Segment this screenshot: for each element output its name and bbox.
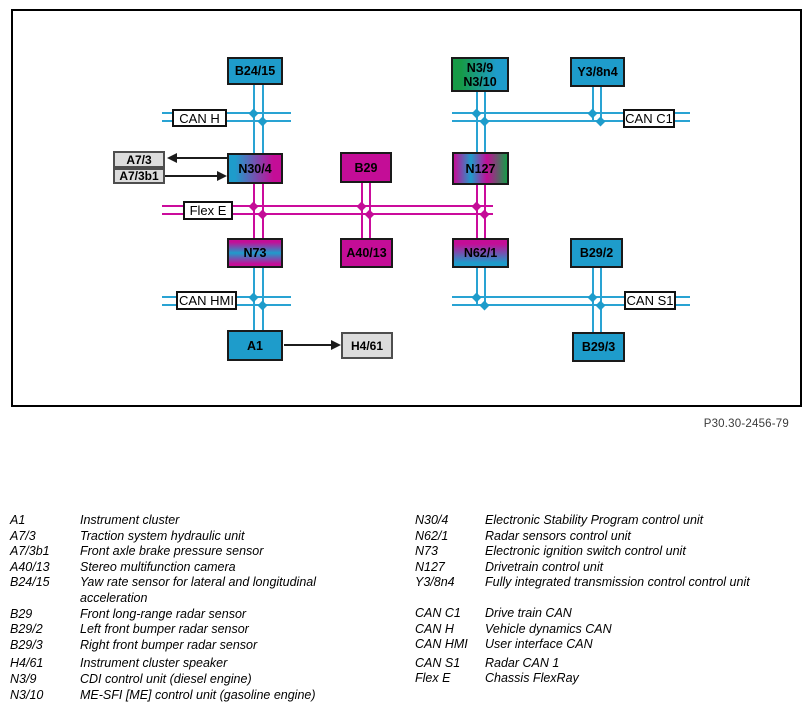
bus-label-text: Flex E (189, 203, 227, 218)
legend-desc: Electronic Stability Program control unit (485, 513, 704, 527)
node-n3-9-n3-10 (451, 57, 509, 92)
diagram-frame (11, 9, 802, 407)
node-label: A7/3 (126, 152, 152, 167)
legend-code: N62/1 (415, 528, 449, 543)
node-label: B29/3 (581, 340, 616, 354)
node-label: N127 (465, 161, 496, 176)
legend-row (415, 671, 805, 687)
legend-desc: Instrument cluster speaker (80, 656, 228, 671)
legend-row (10, 529, 400, 545)
legend-column-left (10, 513, 400, 703)
legend-desc: Drivetrain control unit (485, 559, 604, 574)
bus-label-can-h (172, 109, 227, 127)
node-label: N3/10 (463, 74, 497, 89)
node-b29-3 (572, 332, 625, 362)
legend-code: CAN S1 (415, 655, 461, 670)
figure-code: P30.30-2456-79 (703, 418, 789, 430)
bus-label-text: CAN S1 (626, 293, 674, 308)
legend-row (415, 656, 805, 672)
node-label: B29 (354, 160, 378, 175)
node-y3-8n4 (570, 57, 625, 87)
arrow-right-icon (217, 171, 227, 181)
legend-row (415, 529, 805, 545)
node-n127 (452, 152, 509, 185)
bus-label-text: CAN C1 (625, 111, 673, 126)
node-n62-1 (452, 238, 509, 268)
node-label: N30/4 (238, 161, 272, 176)
legend-row (10, 607, 400, 623)
connector-b24-n30-left (253, 85, 255, 153)
node-label: N3/9 (466, 60, 494, 75)
legend-row (10, 622, 400, 638)
legend-row (415, 622, 805, 638)
bus-label-flex-e (183, 201, 233, 220)
arrow-left-icon (167, 153, 177, 163)
legend-desc: Right front bumper radar sensor (80, 637, 258, 652)
legend-code: Flex E (415, 671, 451, 686)
legend-desc: Instrument cluster (80, 513, 180, 527)
node-n30-4 (227, 153, 283, 184)
node-a40-13 (340, 238, 393, 268)
node-label: N73 (243, 246, 267, 260)
legend-code: A1 (10, 513, 26, 527)
legend-row (10, 513, 400, 529)
node-label: N62/1 (463, 246, 498, 260)
legend-row (10, 688, 400, 704)
legend-row (10, 560, 400, 576)
legend-code: Y3/8n4 (415, 575, 455, 590)
legend-desc: Electronic ignition switch control unit (485, 544, 686, 559)
bus-label-can-hmi (176, 291, 237, 310)
legend-code: A40/13 (10, 559, 50, 574)
legend-desc: Left front bumper radar sensor (80, 622, 249, 637)
legend-desc: ME-SFI [ME] control unit (gasoline engine) (80, 687, 316, 702)
legend-desc: CDI control unit (diesel engine) (80, 671, 252, 686)
bus-label-text: CAN H (179, 110, 220, 126)
bus-label-can-c1 (623, 109, 675, 128)
legend-desc: Traction system hydraulic unit (80, 528, 245, 543)
legend-code: N127 (415, 559, 445, 574)
legend-code: A7/3b1 (10, 544, 50, 559)
legend-code: B29 (10, 606, 33, 621)
legend-code: N3/9 (10, 671, 37, 686)
node-a7-3b1 (113, 168, 165, 184)
connector-n73-a1-right (262, 268, 264, 330)
legend-code: CAN HMI (415, 637, 468, 652)
node-label: A7/3b1 (119, 169, 159, 183)
legend-desc: Front long-range radar sensor (80, 606, 247, 621)
legend-desc: User interface CAN (485, 637, 593, 652)
legend-column-right (415, 513, 805, 687)
node-b24-15 (227, 57, 283, 85)
bus-label-can-s1 (624, 291, 676, 310)
legend-row (10, 638, 400, 654)
legend-code: B29/3 (10, 637, 43, 652)
legend-desc: Fully integrated transmission control control unit (485, 575, 750, 590)
legend-row (415, 637, 805, 653)
legend-row (415, 560, 805, 576)
legend-desc: Stereo multifunction camera (80, 559, 236, 574)
legend-row (10, 575, 400, 606)
arrow-right-icon (331, 340, 341, 350)
node-label: H4/61 (350, 338, 384, 353)
legend-code: N73 (415, 544, 438, 559)
legend-row (415, 575, 805, 591)
connector-n3-n127-left (476, 92, 478, 152)
legend-row (10, 656, 400, 672)
legend-code: CAN C1 (415, 605, 461, 620)
node-h4-61 (341, 332, 393, 359)
legend-desc: Chassis FlexRay (485, 671, 579, 686)
legend-code: N3/10 (10, 687, 44, 702)
legend-code: H4/61 (10, 656, 44, 671)
node-n73 (227, 238, 283, 268)
node-label: A1 (247, 338, 263, 353)
legend-desc: Drive train CAN (485, 605, 572, 620)
node-label: Y3/8n4 (577, 65, 618, 79)
legend-code: B24/15 (10, 575, 50, 590)
legend-desc: Radar sensors control unit (485, 528, 631, 543)
legend-code: A7/3 (10, 528, 36, 543)
legend-code: CAN H (415, 621, 454, 636)
legend-row (415, 606, 805, 622)
legend-desc: Front axle brake pressure sensor (80, 544, 264, 559)
node-b29-2 (570, 238, 623, 268)
arrow-n30-to-a7-line (176, 157, 227, 159)
node-label: B29/2 (579, 246, 614, 260)
legend-desc: Vehicle dynamics CAN (485, 621, 612, 636)
legend-row (10, 544, 400, 560)
legend-row (415, 544, 805, 560)
legend-row (10, 672, 400, 688)
node-b29 (340, 152, 392, 183)
bus-label-text: CAN HMI (179, 293, 234, 308)
arrow-a1-to-h4-line (284, 344, 333, 346)
node-a7-3 (113, 151, 165, 168)
arrow-a7b1-to-n30-line (165, 175, 219, 177)
node-a1 (227, 330, 283, 361)
legend-code: B29/2 (10, 622, 43, 637)
node-label: A40/13 (346, 246, 387, 260)
legend-desc: Radar CAN 1 (485, 655, 560, 670)
legend-code: N30/4 (415, 513, 449, 527)
node-label: B24/15 (234, 64, 276, 78)
legend-row (415, 513, 805, 529)
legend-desc: Yaw rate sensor for lateral and longitudinal acceleration (80, 575, 317, 605)
